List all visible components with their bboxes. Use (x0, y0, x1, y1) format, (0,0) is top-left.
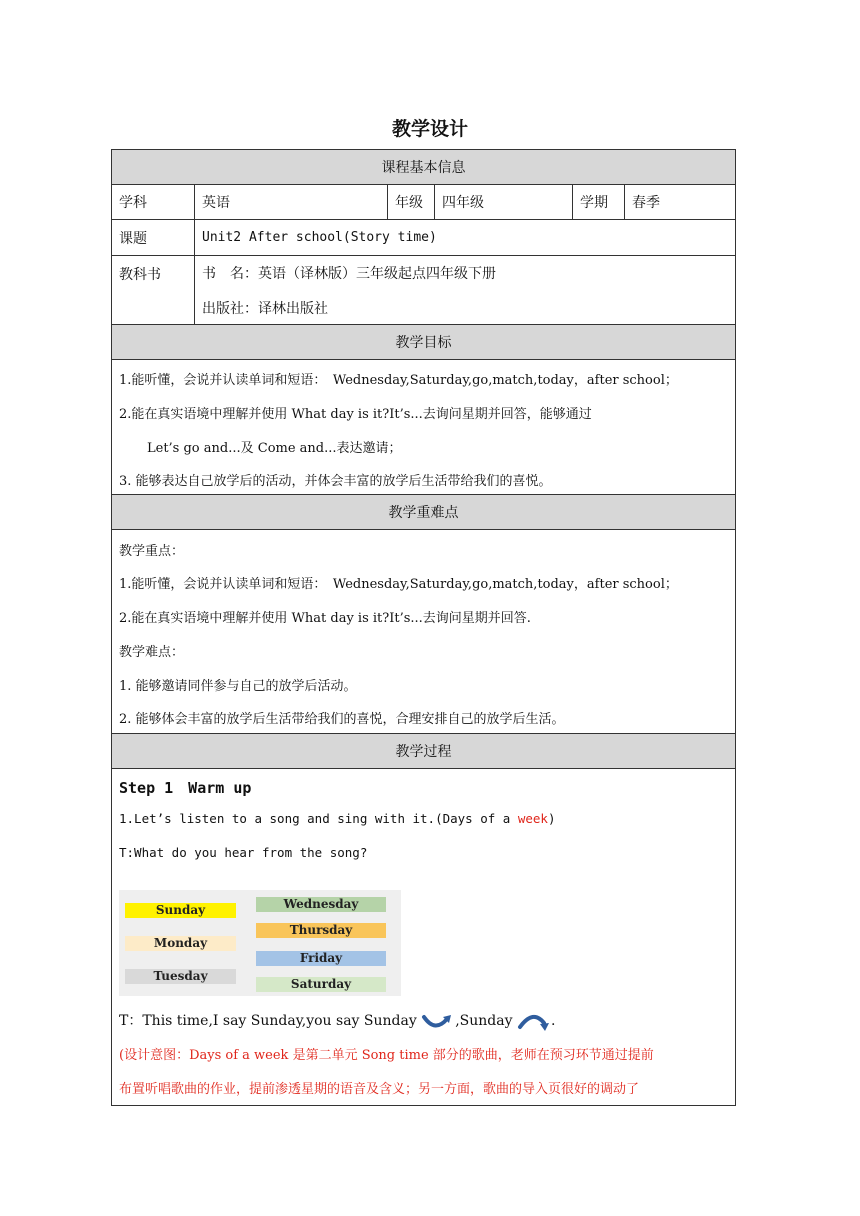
book-label: 教科书 (119, 267, 161, 283)
term-label: 学期 (572, 185, 624, 219)
section-header-goals (112, 325, 735, 360)
teacher-text: . (550, 1013, 556, 1029)
teacher-text: T：This time,I say Sunday,you say Sunday (119, 1013, 417, 1029)
lesson-plan-table (111, 149, 736, 1106)
day-card-saturday: Saturday (256, 977, 386, 992)
info-row-subject (112, 185, 735, 220)
design-intent-line: 布置听唱歌曲的作业，提前渗透星期的语音及含义；另一方面，歌曲的导入页很好的调动了 (119, 1082, 640, 1097)
falling-intonation-icon (517, 1011, 551, 1031)
book-value (194, 256, 735, 324)
goals-content (112, 360, 735, 495)
days-of-week-image (119, 890, 401, 996)
step-heading: Step 1 Warm up (119, 779, 252, 797)
difficulty-line: 2. 能够体会丰富的放学后生活带给我们的喜悦，合理安排自己的放学后生活。 (119, 712, 565, 727)
subject-value: 英语 (194, 185, 387, 219)
day-card-thursday: Thursday (256, 923, 386, 938)
book-title: 书 名：英语（译林版）三年级起点四年级下册 (202, 266, 496, 282)
topic-value: Unit2 After school(Story time) (194, 220, 735, 255)
grade-value: 四年级 (434, 185, 572, 219)
process-line (119, 811, 556, 826)
goal-line: Let’s go and...及 Come and...表达邀请； (147, 441, 402, 456)
section-header-process (112, 734, 735, 769)
term-value: 春季 (624, 185, 735, 219)
day-card-monday: Monday (125, 936, 236, 951)
info-row-topic (112, 220, 735, 256)
teacher-text: ,Sunday (455, 1013, 513, 1029)
day-card-wednesday: Wednesday (256, 897, 386, 912)
difficulty-title: 教学难点： (119, 645, 185, 660)
topic-label: 课题 (119, 230, 147, 247)
song-highlight: week (517, 811, 548, 826)
book-publisher: 出版社：译林出版社 (202, 301, 328, 317)
section-title: 教学目标 (395, 335, 452, 351)
section-title: 课程基本信息 (381, 160, 466, 176)
focus-title: 教学重点： (119, 544, 185, 559)
section-title: 教学过程 (395, 744, 452, 760)
goal-line: 2.能在真实语境中理解并使用 What day is it?It’s...去询问星期并回答，能够通过 (119, 407, 592, 422)
day-card-friday: Friday (256, 951, 386, 966)
goal-line: 3. 能够表达自己放学后的活动，并体会丰富的放学后生活带给我们的喜悦。 (119, 474, 552, 489)
focus-line: 2.能在真实语境中理解并使用 What day is it?It’s...去询问星期并回答. (119, 611, 531, 626)
info-row-book (112, 256, 735, 325)
section-header-basic-info (112, 150, 735, 185)
design-intent-line: (设计意图：Days of a week 是第二单元 Song time 部分的歌曲，老师在预习环节通过提前 (119, 1048, 654, 1063)
day-card-sunday: Sunday (125, 903, 236, 918)
rising-intonation-icon (421, 1011, 455, 1031)
section-header-key-points (112, 495, 735, 530)
subject-label: 学科 (119, 195, 147, 211)
difficulty-line: 1. 能够邀请同伴参与自己的放学后活动。 (119, 679, 357, 694)
focus-line: 1.能听懂，会说并认读单词和短语： Wednesday,Saturday,go,match,today，after school； (119, 577, 678, 592)
process-line: T:What do you hear from the song? (119, 845, 368, 860)
grade-label: 年级 (387, 185, 434, 219)
goal-line: 1.能听懂，会说并认读单词和短语： Wednesday,Saturday,go,match,today，after school； (119, 373, 678, 388)
key-points-content (112, 530, 735, 734)
page-title: 教学设计 (391, 118, 468, 140)
song-instruction: 1.Let’s listen to a song and sing with it.(Days of a (119, 811, 518, 826)
song-instruction-end: ) (547, 811, 556, 826)
teacher-line (119, 1010, 555, 1031)
section-title: 教学重难点 (388, 505, 459, 521)
day-card-tuesday: Tuesday (125, 969, 236, 984)
